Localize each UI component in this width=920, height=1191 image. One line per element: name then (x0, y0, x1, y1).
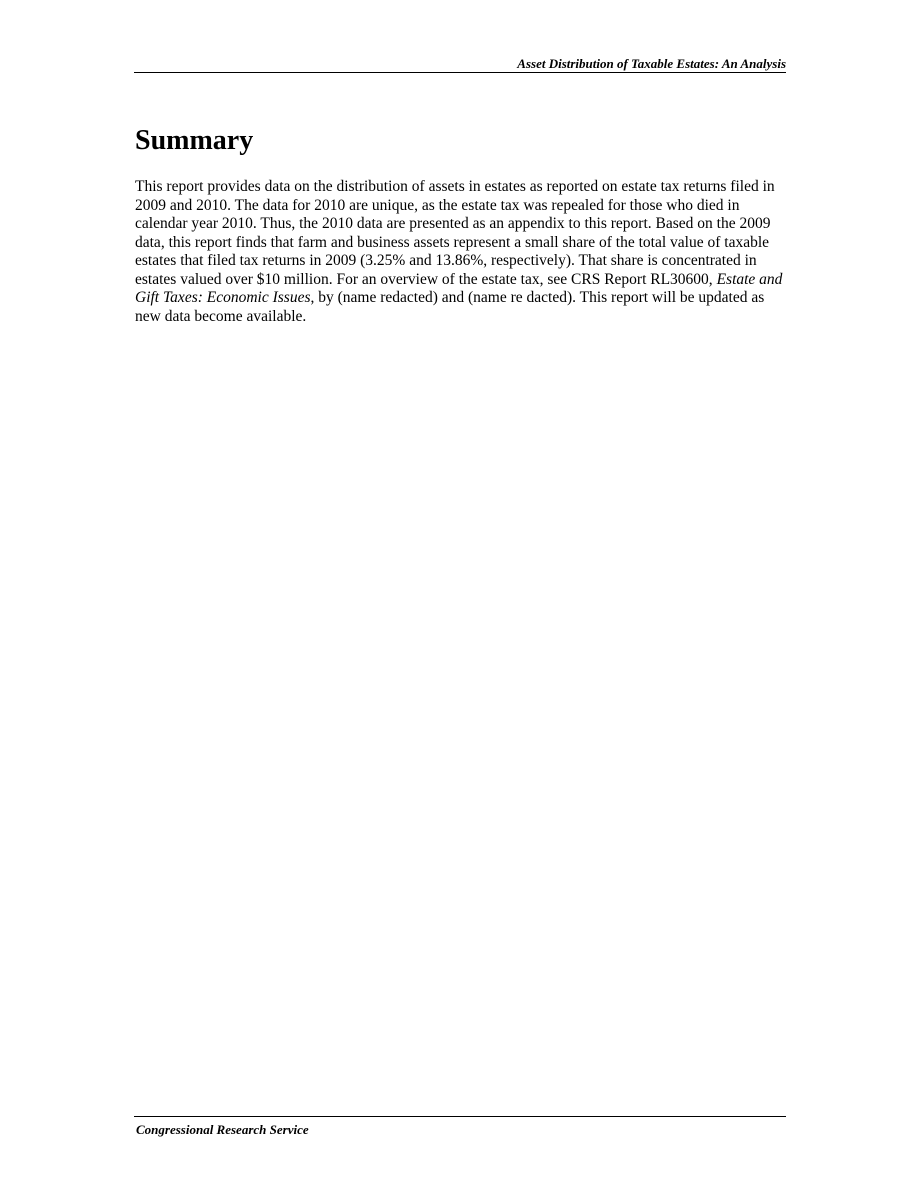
running-header-title: Asset Distribution of Taxable Estates: An Analysis (517, 56, 786, 71)
summary-text-intro: This report provides data on the distribution of assets in estates as reported on estate tax returns filed in 2009 and 2010. The data for 2010 are unique, as the estate tax was repealed for those who died in calendar year 2010. Thus, the 2010 data are presented as an appendix to this report. Based on the 2009 data, this report finds that farm and business assets represent a small share of the total value of taxable estates that filed tax returns in 2009 (3.25% and 13.86%, respectively). That share is concentrated in estates valued over $10 million. For an overview of the estate tax, see CRS Report RL30600, (135, 178, 775, 288)
section-heading: Summary (135, 125, 254, 156)
cited-report-title: Estate and Gift Taxes: Economic Issues (135, 270, 783, 306)
summary-text-closing: , by (name redacted) and (name re dacted). This report will be updated as new data become available. (135, 289, 765, 325)
summary-paragraph (135, 178, 786, 326)
footer-divider (134, 1116, 786, 1117)
running-header (134, 55, 786, 73)
running-footer: Congressional Research Service (136, 1122, 309, 1137)
